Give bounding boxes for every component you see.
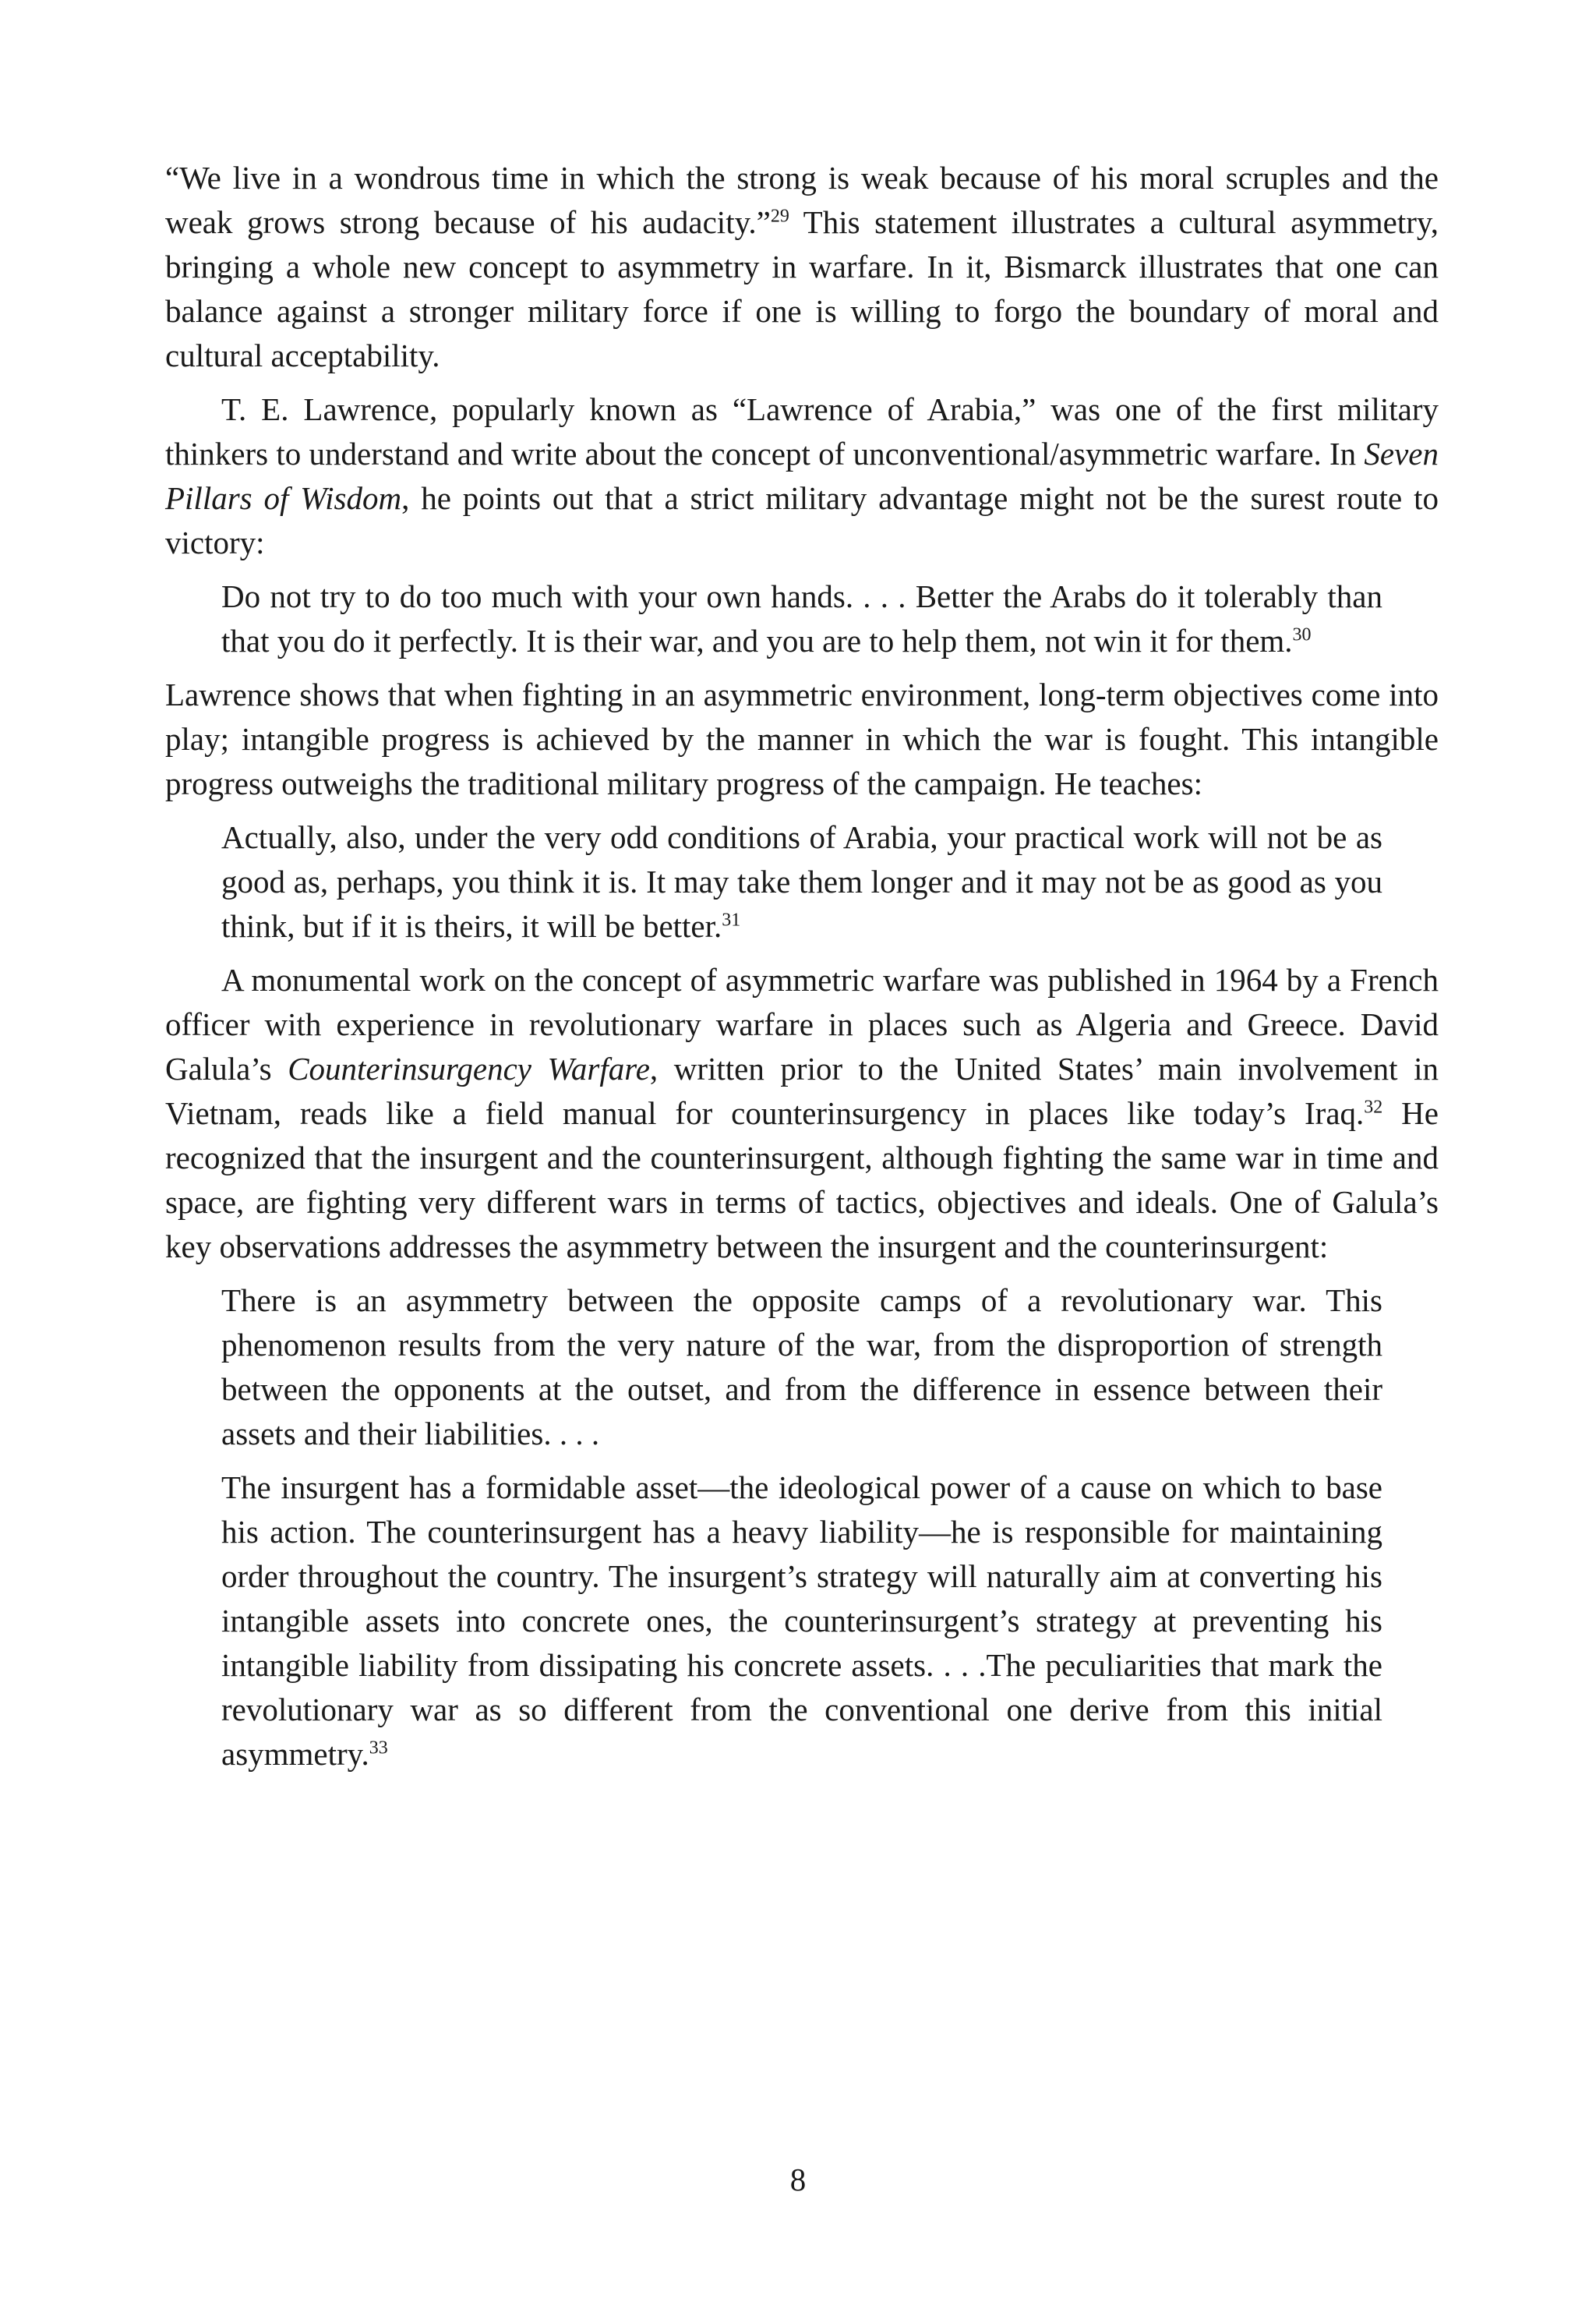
footnote-marker-30: 30 — [1292, 624, 1312, 645]
paragraph-galula — [165, 958, 1439, 1269]
page-number: 8 — [789, 2162, 807, 2197]
block-quote-lawrence-2 — [221, 815, 1382, 949]
quote-text: There is an asymmetry between the opposite camps of a revolutionary war. This phenomenon results from the very nature of the war, from the disproportion of strength between the opponents at the outset, and from the difference in essence between their assets and their liabilities. . . . — [221, 1282, 1382, 1451]
book-title-seven-pillars: Seven Pillars of Wisdom — [165, 436, 1439, 516]
paragraph-text: He recognized that the insurgent and the counterinsurgent, although fighting the same war in time and space, are fighting very different wars in terms of tactics, objectives and ideals. One of Galula’s key observations addresses the asymmetry between the insurgent and the counterinsurgent: — [165, 1095, 1439, 1264]
block-quote-galula-1 — [221, 1278, 1382, 1456]
paragraph-bismarck — [165, 156, 1439, 378]
paragraph-text: , he points out that a strict military advantage might not be the surest route to victory: — [165, 480, 1439, 560]
quote-text: Actually, also, under the very odd conditions of Arabia, your practical work will not be as good as, perhaps, you think it is. It may take them longer and it may not be as good as you think, but if it is theirs, it will be better. — [221, 819, 1382, 944]
paragraph-text: , written prior to the United States’ main involvement in Vietnam, reads like a field manual for counterinsurgency in places like today’s Iraq. — [165, 1051, 1439, 1131]
quote-text: The insurgent has a formidable asset—the ideological power of a cause on which to base his action. The counterinsurgent has a heavy liability—he is responsible for maintaining order throughout the country. The insurgent’s strategy will naturally aim at converting his intangible assets into concrete ones, the counterinsurgent’s strategy at preventing his intangible liability from dissipating his concrete assets. . . .The peculiarities that mark the revolutionary war as so different from the conventional one derive from this initial asymmetry. — [221, 1469, 1382, 1772]
page-body — [165, 156, 1439, 1786]
book-title-counterinsurgency: Counterinsurgency Warfare — [288, 1051, 650, 1087]
paragraph-text: A monumental work on the concept of asymmetric warfare was published in 1964 by a French officer with experience in revolutionary warfare in places such as Algeria and Greece. David Galula’s — [165, 962, 1439, 1087]
block-quote-galula-2 — [221, 1465, 1382, 1776]
paragraph-text: Lawrence shows that when fighting in an asymmetric environment, long-term objectives come into play; intangible progress is achieved by the manner in which the war is fought. This intangible progress outweighs the traditional military progress of the campaign. He teaches: — [165, 677, 1439, 801]
footnote-marker-32: 32 — [1364, 1097, 1383, 1118]
paragraph-text: T. E. Lawrence, popularly known as “Lawrence of Arabia,” was one of the first military thinkers to understand and write about the concept of unconventional/asymmetric warfare. In — [165, 391, 1439, 472]
paragraph-text: “We live in a wondrous time in which the strong is weak because of his moral scruples and the weak grows strong because of his audacity.” — [165, 160, 1439, 240]
quote-text: Do not try to do too much with your own hands. . . . Better the Arabs do it tolerably than that you do it perfectly. It is their war, and you are to help them, not win it for them. — [221, 578, 1382, 659]
footnote-marker-33: 33 — [369, 1738, 388, 1759]
paragraph-lawrence-shows — [165, 673, 1439, 806]
block-quote-lawrence-1 — [221, 574, 1382, 663]
paragraph-lawrence — [165, 387, 1439, 565]
footnote-marker-29: 29 — [770, 206, 789, 227]
footnote-marker-31: 31 — [722, 910, 741, 931]
paragraph-text: This statement illustrates a cultural asymmetry, bringing a whole new concept to asymmetry in warfare. In it, Bismarck illustrates that one can balance against a stronger military force if one is willing to forgo the boundary of moral and cultural acceptability. — [165, 204, 1439, 373]
